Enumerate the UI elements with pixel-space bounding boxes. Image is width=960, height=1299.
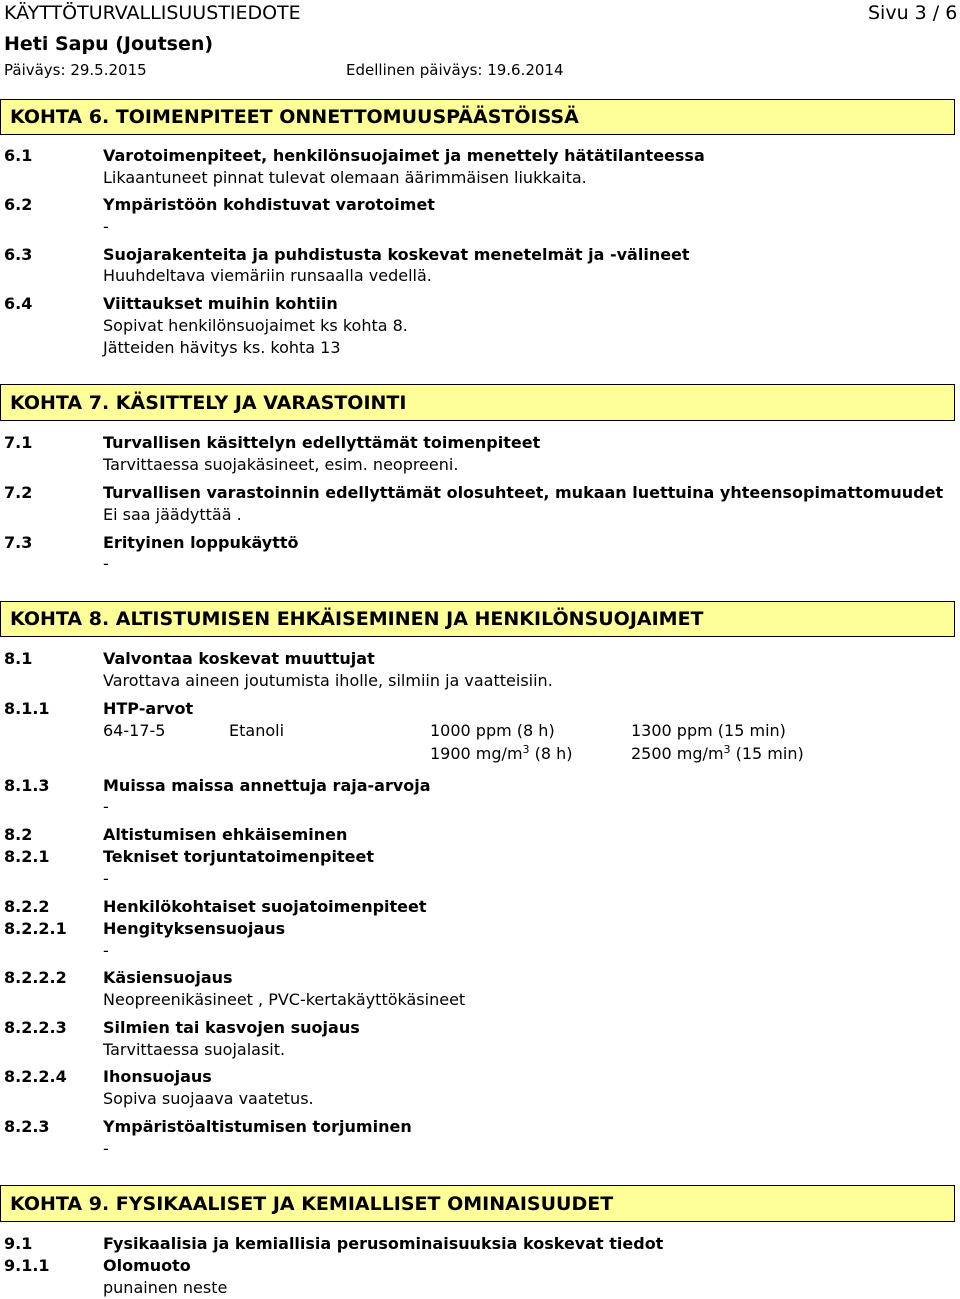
item-text: - bbox=[103, 869, 109, 888]
item-heading: Erityinen loppukäyttö bbox=[103, 533, 299, 552]
previous-revision-date: Edellinen päiväys: 19.6.2014 bbox=[346, 61, 564, 79]
item-number: 9.1.1 bbox=[4, 1256, 50, 1275]
item-heading: Altistumisen ehkäiseminen bbox=[103, 825, 348, 844]
limit-ppm-15min: 1300 ppm (15 min) bbox=[631, 721, 786, 740]
section-7-header bbox=[0, 384, 955, 421]
item-heading: Valvontaa koskevat muuttujat bbox=[103, 649, 375, 668]
item-text: Jätteiden hävitys ks. kohta 13 bbox=[103, 338, 341, 357]
item-number: 6.4 bbox=[4, 294, 33, 313]
item-number: 8.2 bbox=[4, 825, 33, 844]
page-number: Sivu 3 / 6 bbox=[868, 2, 958, 24]
item-number: 8.2.2.1 bbox=[4, 919, 67, 938]
item-heading: Ihonsuojaus bbox=[103, 1067, 212, 1086]
item-heading: Henkilökohtaiset suojatoimenpiteet bbox=[103, 897, 427, 916]
item-number: 7.2 bbox=[4, 483, 33, 502]
item-heading: Viittaukset muihin kohtiin bbox=[103, 294, 338, 313]
item-number: 8.2.2.4 bbox=[4, 1067, 67, 1086]
item-heading: Fysikaalisia ja kemiallisia perusominaisuuksia koskevat tiedot bbox=[103, 1234, 664, 1253]
item-text: Likaantuneet pinnat tulevat olemaan äärimmäisen liukkaita. bbox=[103, 168, 587, 187]
item-heading: HTP-arvot bbox=[103, 699, 194, 718]
item-heading: Turvallisen varastoinnin edellyttämät olosuhteet, mukaan luettuina yhteensopimattomuudet bbox=[103, 483, 944, 502]
item-heading: Varotoimenpiteet, henkilönsuojaimet ja menettely hätätilanteessa bbox=[103, 146, 705, 165]
limit-mg-15min: 2500 $mg/m^3$ (15 min) bbox=[631, 743, 804, 763]
item-heading: Muissa maissa annettuja raja-arvoja bbox=[103, 776, 431, 795]
section-8-title: KOHTA 8. ALTISTUMISEN EHKÄISEMINEN JA HENKILÖNSUOJAIMET bbox=[10, 608, 704, 630]
item-text: Varottava aineen joutumista iholle, silmiin ja vaatteisiin. bbox=[103, 671, 553, 690]
item-heading: Olomuoto bbox=[103, 1256, 191, 1275]
section-6-header bbox=[0, 99, 955, 135]
item-heading: Käsiensuojaus bbox=[103, 968, 233, 987]
item-heading: Silmien tai kasvojen suojaus bbox=[103, 1018, 360, 1037]
item-heading: Ympäristöön kohdistuvat varotoimet bbox=[103, 195, 435, 214]
item-number: 8.1.1 bbox=[4, 699, 50, 718]
item-text: Huuhdeltava viemäriin runsaalla vedellä. bbox=[103, 266, 432, 285]
section-8-header bbox=[0, 601, 955, 637]
item-text: - bbox=[103, 554, 109, 573]
item-number: 8.2.2.3 bbox=[4, 1018, 67, 1037]
limit-mg-8h: 1900 $mg/m^3$ (8 h) bbox=[430, 743, 573, 763]
item-heading: Tekniset torjuntatoimenpiteet bbox=[103, 847, 374, 866]
item-number: 8.1 bbox=[4, 649, 33, 668]
item-number: 8.2.2 bbox=[4, 897, 50, 916]
item-number: 6.1 bbox=[4, 146, 33, 165]
document-title: KÄYTTÖTURVALLISUUSTIEDOTE bbox=[4, 2, 301, 24]
section-9-header bbox=[0, 1185, 955, 1222]
item-text: - bbox=[103, 217, 109, 236]
item-text: Tarvittaessa suojakäsineet, esim. neopreeni. bbox=[103, 455, 459, 474]
item-heading: Turvallisen käsittelyn edellyttämät toimenpiteet bbox=[103, 433, 541, 452]
item-text: Tarvittaessa suojalasit. bbox=[103, 1040, 286, 1059]
item-number: 8.2.3 bbox=[4, 1117, 50, 1136]
item-text: Sopivat henkilönsuojaimet ks kohta 8. bbox=[103, 316, 408, 335]
section-6-title: KOHTA 6. TOIMENPITEET ONNETTOMUUSPÄÄSTÖISSÄ bbox=[10, 106, 579, 128]
item-heading: Hengityksensuojaus bbox=[103, 919, 286, 938]
item-number: 6.3 bbox=[4, 245, 33, 264]
item-text: Neopreenikäsineet , PVC-kertakäyttökäsineet bbox=[103, 990, 466, 1009]
item-number: 8.1.3 bbox=[4, 776, 50, 795]
cas-number: 64-17-5 bbox=[103, 721, 166, 740]
item-text: Sopiva suojaava vaatetus. bbox=[103, 1089, 314, 1108]
item-text: - bbox=[103, 1139, 109, 1158]
item-heading: Suojarakenteita ja puhdistusta koskevat menetelmät ja -välineet bbox=[103, 245, 690, 264]
item-text: punainen neste bbox=[103, 1278, 228, 1297]
item-text: - bbox=[103, 941, 109, 960]
section-7-title: KOHTA 7. KÄSITTELY JA VARASTOINTI bbox=[10, 392, 407, 414]
revision-date: Päiväys: 29.5.2015 bbox=[4, 61, 147, 79]
item-number: 8.2.1 bbox=[4, 847, 50, 866]
substance-name: Etanoli bbox=[229, 721, 285, 740]
item-text: - bbox=[103, 797, 109, 816]
item-number: 6.2 bbox=[4, 195, 33, 214]
product-name: Heti Sapu (Joutsen) bbox=[4, 33, 214, 55]
item-number: 8.2.2.2 bbox=[4, 968, 67, 987]
item-text: Ei saa jäädyttää . bbox=[103, 505, 242, 524]
limit-ppm-8h: 1000 ppm (8 h) bbox=[430, 721, 555, 740]
item-number: 9.1 bbox=[4, 1234, 33, 1253]
item-heading: Ympäristöaltistumisen torjuminen bbox=[103, 1117, 412, 1136]
item-number: 7.1 bbox=[4, 433, 33, 452]
item-number: 7.3 bbox=[4, 533, 33, 552]
section-9-title: KOHTA 9. FYSIKAALISET JA KEMIALLISET OMINAISUUDET bbox=[10, 1193, 614, 1215]
